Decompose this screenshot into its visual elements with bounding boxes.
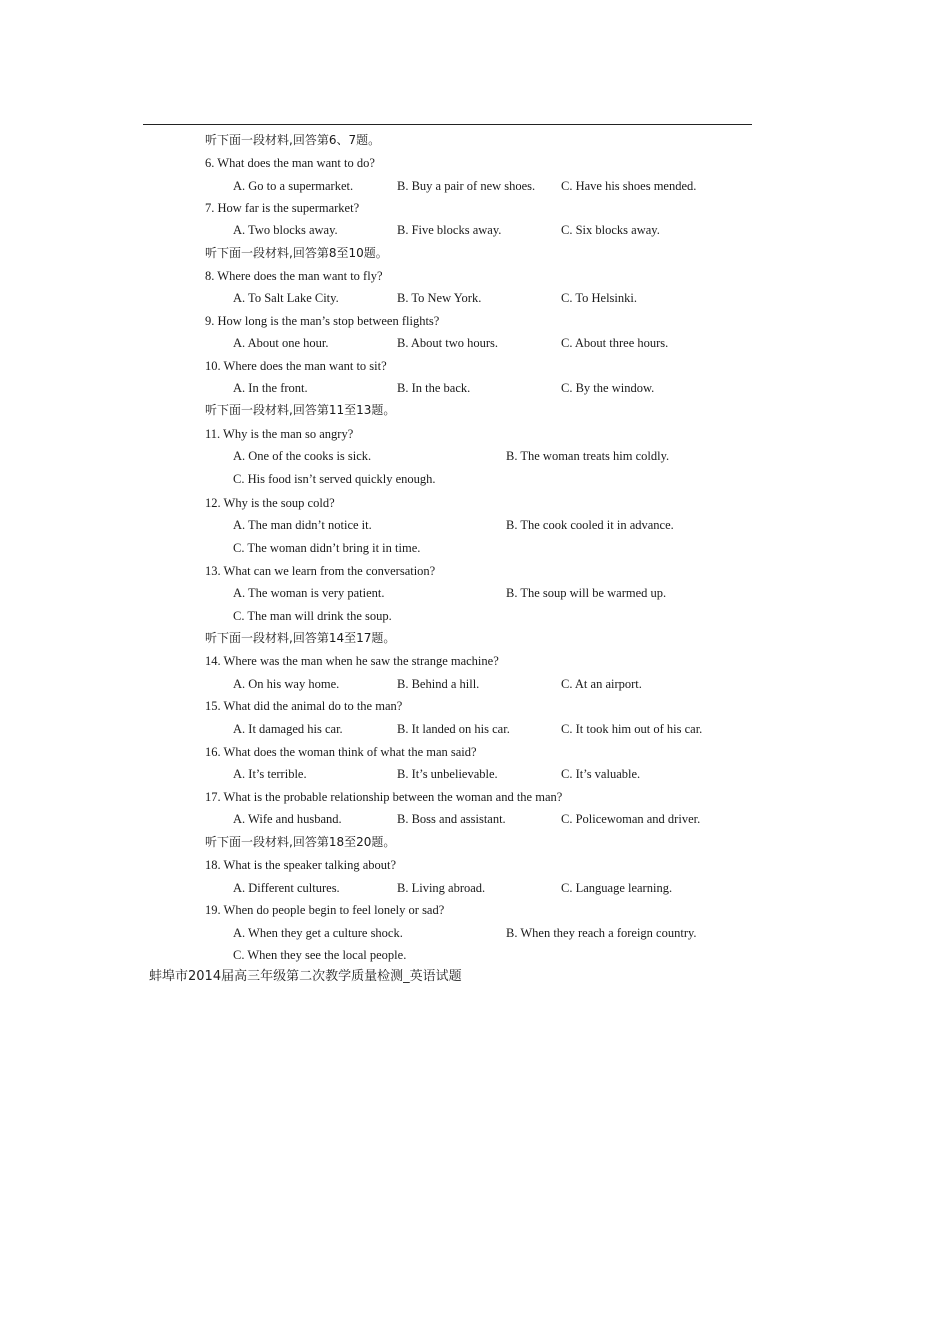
option-8a: A. To Salt Lake City. [233, 291, 339, 305]
option-11c: C. His food isn’t served quickly enough. [233, 472, 436, 486]
option-9c: C. About three hours. [561, 336, 669, 350]
option-15b: B. It landed on his car. [397, 722, 510, 736]
option-13c: C. The man will drink the soup. [233, 609, 392, 623]
option-15a: A. It damaged his car. [233, 722, 343, 736]
option-13b: B. The soup will be warmed up. [506, 586, 667, 600]
option-10c: C. By the window. [561, 381, 655, 395]
option-17a: A. Wife and husband. [233, 812, 342, 826]
question-8: 8. Where does the man want to fly? [205, 269, 383, 283]
question-19: 19. When do people begin to feel lonely or sad? [205, 903, 445, 917]
question-18: 18. What is the speaker talking about? [205, 858, 397, 872]
option-16a: A. It’s terrible. [233, 767, 307, 781]
question-7: 7. How far is the supermarket? [205, 201, 360, 215]
option-6b: B. Buy a pair of new shoes. [397, 179, 536, 193]
option-16c: C. It’s valuable. [561, 767, 641, 781]
option-6c: C. Have his shoes mended. [561, 179, 697, 193]
question-16: 16. What does the woman think of what the man said? [205, 745, 477, 759]
header-rule [143, 124, 752, 125]
section-instruction: 听下面一段材料,回答第14至17题。 [205, 631, 396, 645]
option-12c: C. The woman didn’t bring it in time. [233, 541, 421, 555]
option-10b: B. In the back. [397, 381, 471, 395]
option-19a: A. When they get a culture shock. [233, 926, 403, 940]
option-10a: A. In the front. [233, 381, 308, 395]
option-19b: B. When they reach a foreign country. [506, 926, 697, 940]
option-11b: B. The woman treats him coldly. [506, 449, 670, 463]
question-17: 17. What is the probable relationship between the woman and the man? [205, 790, 563, 804]
option-9a: A. About one hour. [233, 336, 329, 350]
option-18a: A. Different cultures. [233, 881, 340, 895]
section-instruction: 听下面一段材料,回答第11至13题。 [205, 403, 396, 417]
question-14: 14. Where was the man when he saw the strange machine? [205, 654, 499, 668]
option-8c: C. To Helsinki. [561, 291, 637, 305]
option-9b: B. About two hours. [397, 336, 499, 350]
section-instruction: 听下面一段材料,回答第6、7题。 [205, 133, 381, 147]
option-14c: C. At an airport. [561, 677, 642, 691]
question-13: 13. What can we learn from the conversation? [205, 564, 436, 578]
option-18b: B. Living abroad. [397, 881, 486, 895]
section-instruction: 听下面一段材料,回答第18至20题。 [205, 835, 396, 849]
option-8b: B. To New York. [397, 291, 482, 305]
option-6a: A. Go to a supermarket. [233, 179, 354, 193]
section-instruction: 听下面一段材料,回答第8至10题。 [205, 246, 388, 260]
question-9: 9. How long is the man’s stop between flights? [205, 314, 440, 328]
option-16b: B. It’s unbelievable. [397, 767, 498, 781]
option-11a: A. One of the cooks is sick. [233, 449, 372, 463]
option-18c: C. Language learning. [561, 881, 673, 895]
option-7b: B. Five blocks away. [397, 223, 502, 237]
option-13a: A. The woman is very patient. [233, 586, 385, 600]
option-15c: C. It took him out of his car. [561, 722, 703, 736]
option-19c: C. When they see the local people. [233, 948, 407, 962]
option-17c: C. Policewoman and driver. [561, 812, 701, 826]
option-7a: A. Two blocks away. [233, 223, 338, 237]
option-14b: B. Behind a hill. [397, 677, 480, 691]
option-17b: B. Boss and assistant. [397, 812, 506, 826]
option-12b: B. The cook cooled it in advance. [506, 518, 674, 532]
document-footer: 蚌埠市2014届高三年级第二次教学质量检测_英语试题 [149, 969, 462, 984]
question-10: 10. Where does the man want to sit? [205, 359, 387, 373]
question-15: 15. What did the animal do to the man? [205, 699, 403, 713]
option-12a: A. The man didn’t notice it. [233, 518, 372, 532]
question-11: 11. Why is the man so angry? [205, 427, 354, 441]
question-12: 12. Why is the soup cold? [205, 496, 335, 510]
option-7c: C. Six blocks away. [561, 223, 660, 237]
option-14a: A. On his way home. [233, 677, 340, 691]
question-6: 6. What does the man want to do? [205, 156, 375, 170]
